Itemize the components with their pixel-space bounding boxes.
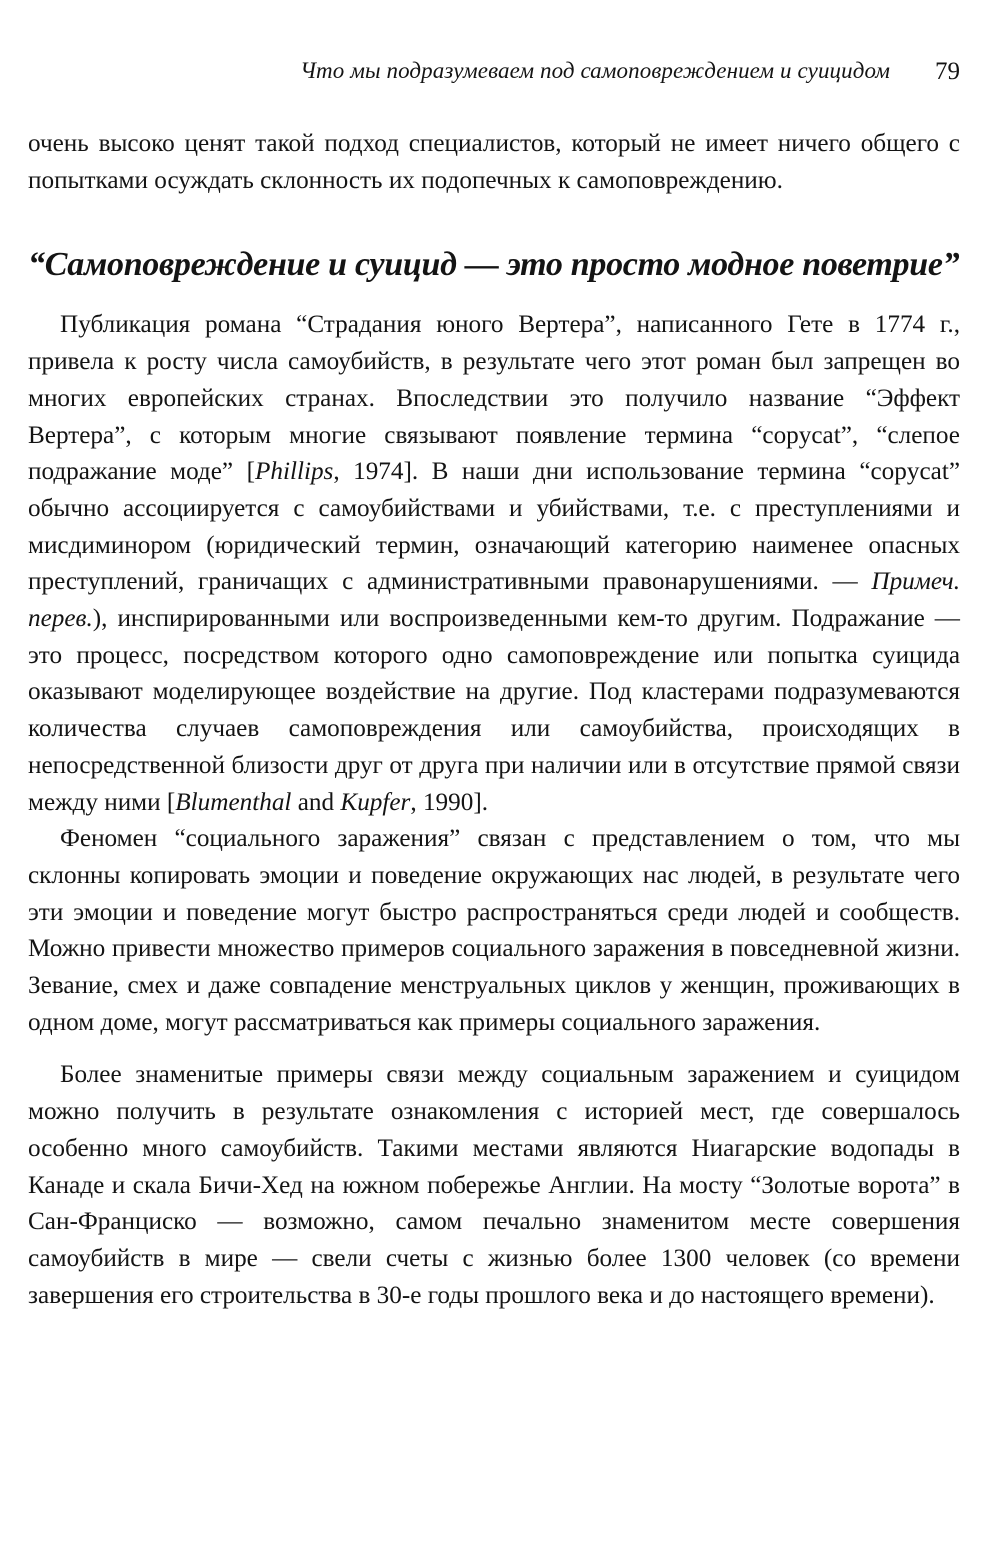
paragraph-gap (28, 1041, 960, 1057)
paragraph-social-contagion: Феномен “социального заражения” связан с представлением о том, что мы склонны копировать эмоции и поведение окружающих нас людей, в результате чего эти эмоции и поведение могут быстро распространяться среди людей и сообществ. Можно привести множество примеров социального заражения в повседневной жизни. Зевание, смех и даже совпадение менструальных циклов у женщин, проживающих в одном доме, могут рассматриваться как примеры социального заражения. (28, 825, 960, 1036)
p1-text-b: , 1974]. В наши дни использование термина “copycat” обычно ассоциируется с самоубийствами и убийствами, т.е. с преступлениями и мисдиминором (юридический термин, означающий категорию наименее опасных преступлений, граничащих с административными правонарушениями. — (28, 458, 960, 596)
paragraph-werther (28, 307, 960, 821)
running-header (28, 58, 960, 94)
section-heading: “Самоповреждение и суицид — это просто модное поветрие” (28, 246, 960, 284)
p1-text-a: Публикация романа “Страдания юного Вертера”, написанного Гете в 1774 г., привела к росту числа самоубийств, в результате чего этот роман был запрещен во многих европейских странах. Впоследствии это получило название “Эффект Вертера”, с которым многие связывают появление термина “copycat”, “слепое подражание моде” [ (28, 311, 960, 486)
citation-blumenthal: Blumenthal (175, 788, 292, 816)
intro-paragraph: очень высоко ценят такой подход специалистов, который не имеет ничего общего с попытками осуждать склонность их подопечных к самоповреждению. (28, 130, 960, 194)
translator-note: Примеч. перев. (28, 568, 960, 633)
citation-kupfer: Kupfer (340, 788, 411, 816)
page-body (28, 126, 960, 1314)
page-number: 79 (935, 58, 960, 85)
citation-phillips: Phillips (254, 458, 334, 486)
running-header-title: Что мы подразумеваем под самоповреждением и суицидом (300, 58, 890, 83)
p1-text-d: and (291, 788, 341, 816)
paragraph-famous-places: Более знаменитые примеры связи между социальным заражением и суицидом можно получить в результате ознакомления с историей мест, где совершалось особенно много самоубийств. Такими местами являются Ниагарские водопады в Канаде и скала Бичи-Хед на южном побережье Англии. На мосту “Золотые ворота” в Сан-Франциско — возможно, самом печально знаменитом месте совершения самоубийств в мире — свели счеты с жизнью более 1300 человек (со времени завершения его строительства в 30-е годы прошлого века и до настоящего времени). (28, 1061, 960, 1309)
p1-text-e: , 1990]. (410, 788, 489, 816)
p1-text-c: ), инспирированными или воспроизведенными кем-то другим. Подражание — это процесс, посредством которого одно самоповреждение или попытка суицида оказывают моделирующее воздействие на другие. Под кластерами подразумеваются количества случаев самоповреждения или самоубийства, происходящих в непосредственной близости друг от друга при наличии или в отсутствие прямой связи между ними [ (28, 605, 960, 816)
